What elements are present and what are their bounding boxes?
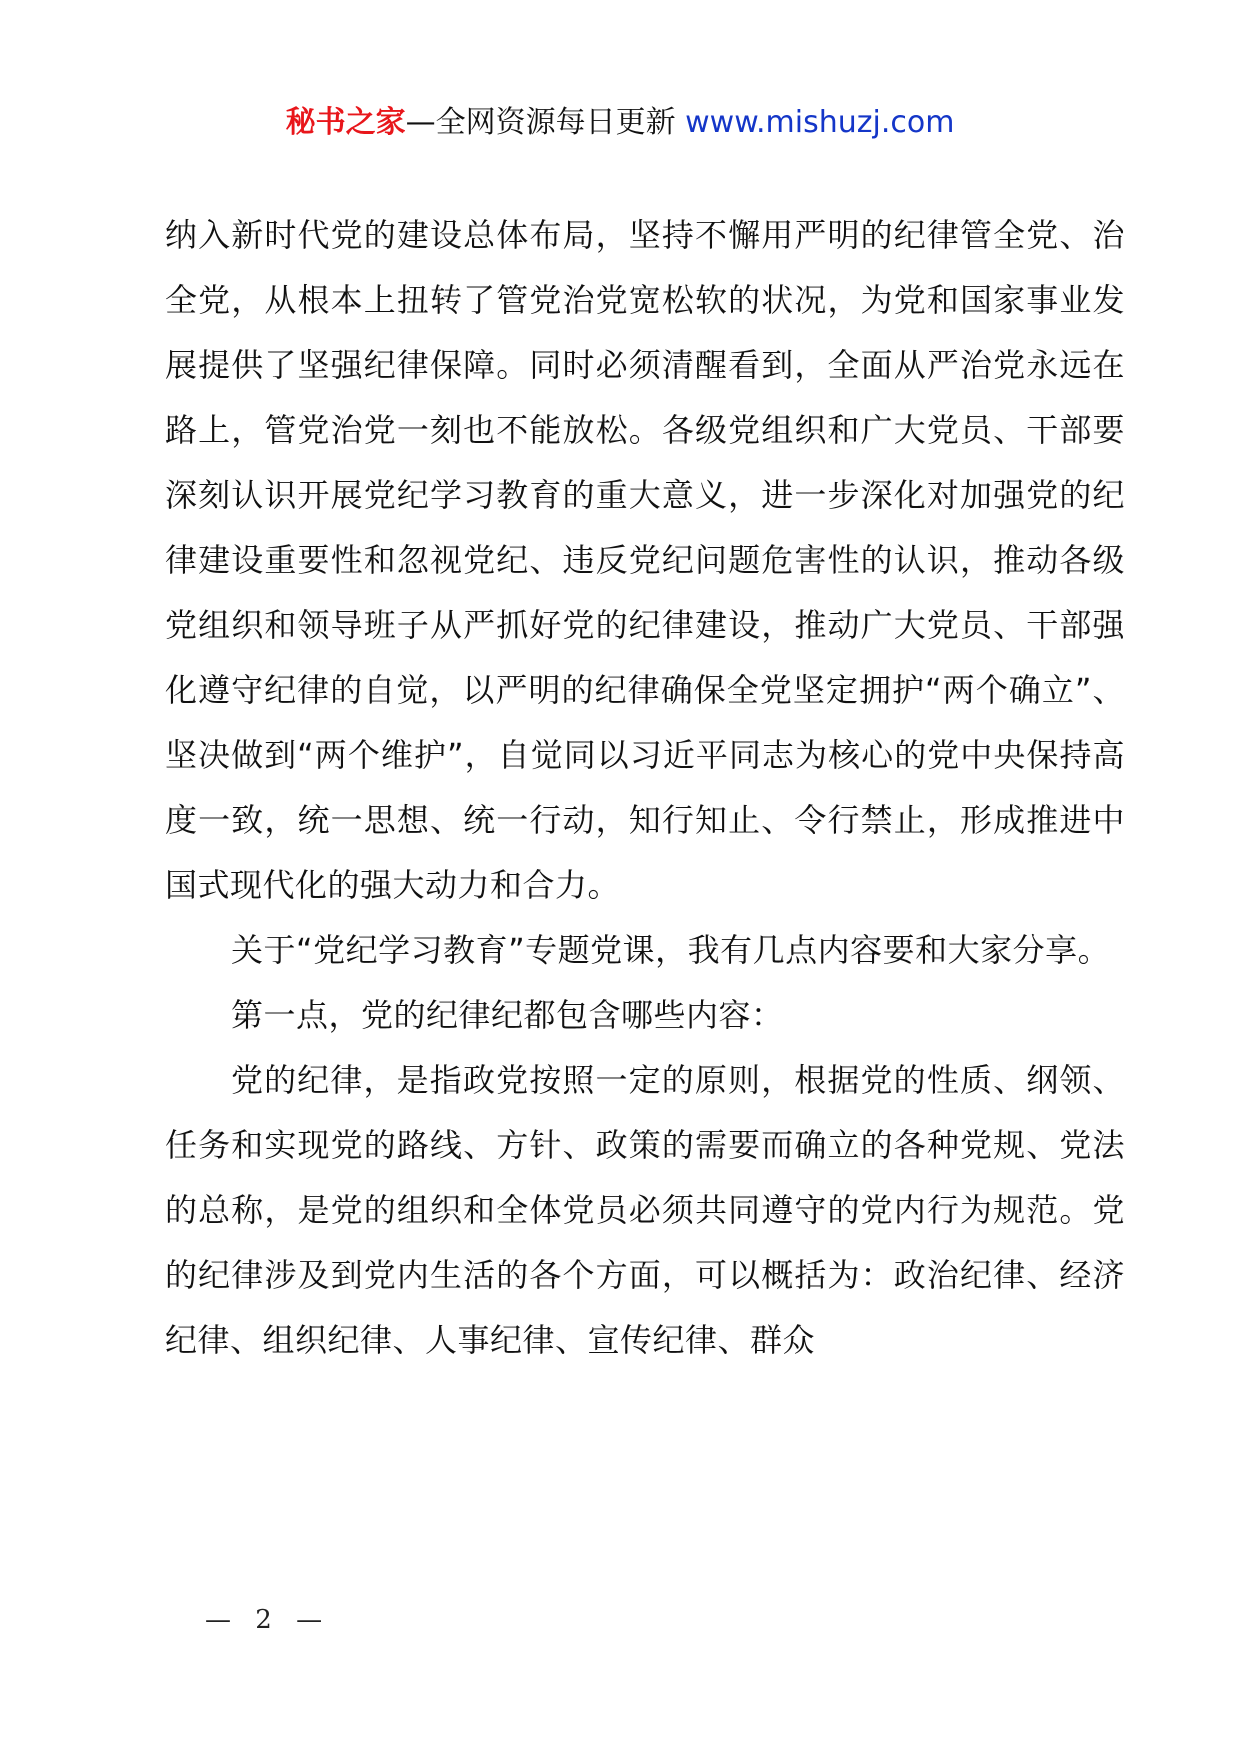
section-heading: 第一点，党的纪律纪都包含哪些内容： [231, 996, 784, 1034]
body-paragraph: 关于“党纪学习教育”专题党课，我有几点内容要和大家分享。 [231, 931, 1111, 969]
page-header [0, 103, 1240, 143]
website-link[interactable]: www.mishuzj.com [685, 105, 955, 140]
body-paragraph: 纳入新时代党的建设总体布局，坚持不懈用严明的纪律管全党、治全党，从根本上扭转了管党治党宽松软的状况，为党和国家事业发展提供了坚强纪律保障。同时必须清醒看到，全面从严治党永远在路上，管党治党一刻也不能放松。各级党组织和广大党员、干部要深刻认识开展党纪学习教育的重大意义，进一步深化对加强党的纪律建设重要性和忽视党纪、违反党纪问题危害性的认识，推动各级党组织和领导班子从严抓好党的纪律建设，推动广大党员、干部强化遵守纪律的自觉，以严明的纪律确保全党坚定拥护“两个确立”、坚决做到“两个维护”，自觉同以习近平同志为核心的党中央保持高度一致，统一思想、统一行动，知行知止、令行禁止，形成推进中国式现代化的强大动力和合力。 [165, 216, 1125, 904]
header-slogan: —全网资源每日更新 [405, 105, 676, 140]
brand-name: 秘书之家 [285, 105, 406, 140]
body-paragraph: 党的纪律，是指政党按照一定的原则，根据党的性质、纲领、任务和实现党的路线、方针、政策的需要而确立的各种党规、党法的总称，是党的组织和全体党员必须共同遵守的党内行为规范。党的纪律涉及到党内生活的各个方面，可以概括为：政治纪律、经济纪律、组织纪律、人事纪律、宣传纪律、群众 [165, 1061, 1125, 1359]
page-number: — 2 — [205, 1605, 331, 1635]
document-body [165, 203, 1125, 1373]
